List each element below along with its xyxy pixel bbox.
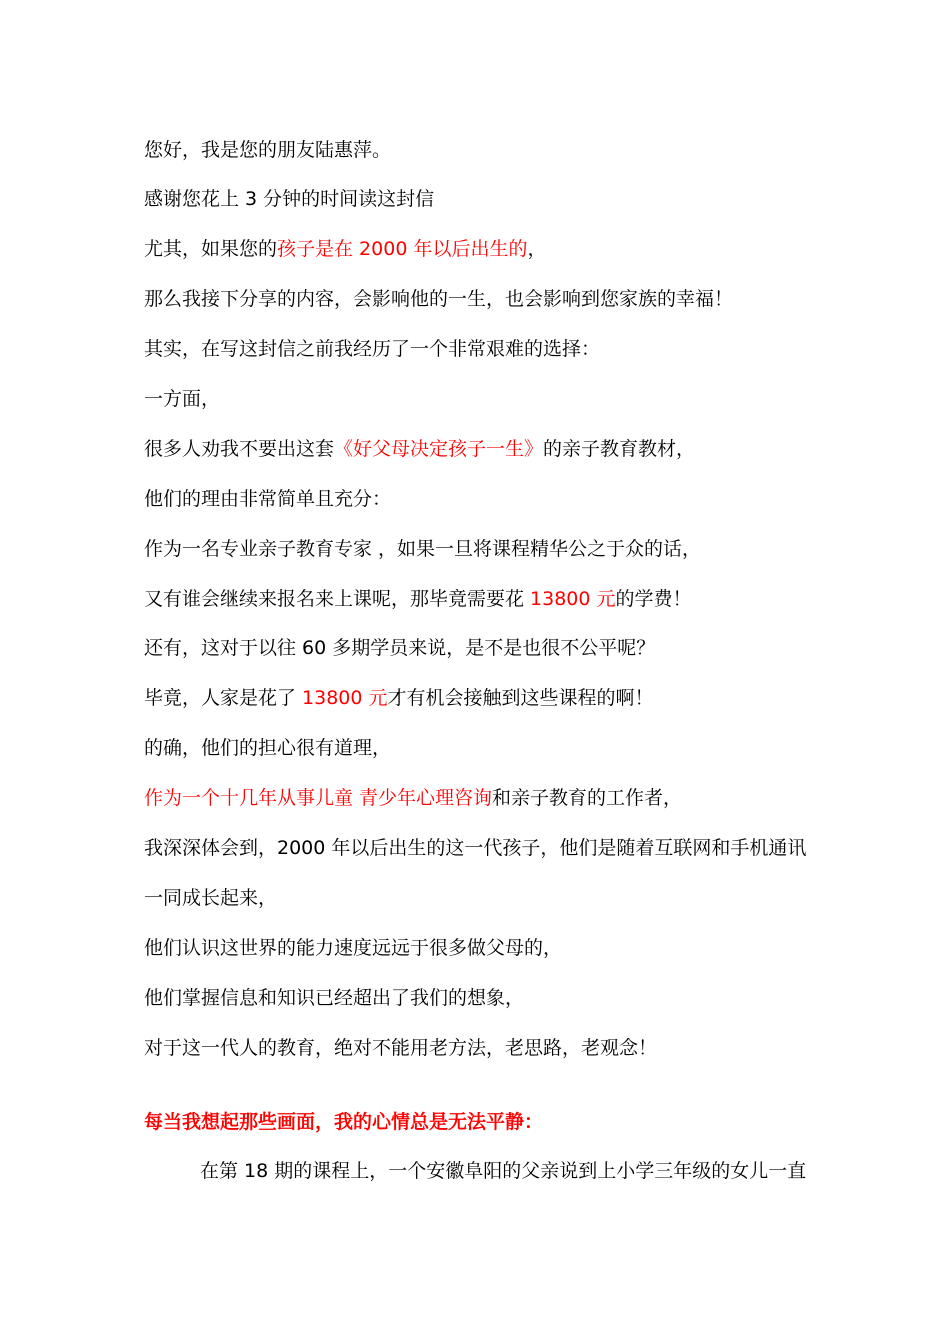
text-line-education: 对于这一代人的教育，绝对不能用老方法，老思路，老观念！ xyxy=(144,1037,658,1059)
text-line-ability: 他们认识这世界的能力速度远远于很多做父母的， xyxy=(144,937,563,959)
text-line-knowledge: 他们掌握信息和知识已经超出了我们的想象， xyxy=(144,987,525,1009)
text-line-story: 在第 18 期的课程上，一个安徽阜阳的父亲说到上小学三年级的女儿一直 xyxy=(200,1160,807,1182)
highlight-text: 孩子是在 2000 年以后出生的 xyxy=(277,238,528,260)
text-line-greeting: 您好，我是您的朋友陆惠萍。 xyxy=(144,139,392,161)
text-line-especially: 尤其，如果您的孩子是在 2000 年以后出生的， xyxy=(144,238,547,260)
text-line-grow-up: 一同成长起来， xyxy=(144,887,278,909)
text-line-choice: 其实，在写这封信之前我经历了一个非常艰难的选择： xyxy=(144,338,601,360)
text-line-generation: 我深深体会到，2000 年以后出生的这一代孩子，他们是随着互联网和手机通讯 xyxy=(144,837,807,859)
text-line-indeed: 的确，他们的担心很有道理， xyxy=(144,737,392,759)
text-line-fairness: 还有，这对于以往 60 多期学员来说，是不是也很不公平呢？ xyxy=(144,637,656,659)
price-highlight: 13800 元 xyxy=(530,588,616,610)
text-line-worker: 作为一个十几年从事儿童 青少年心理咨询和亲子教育的工作者， xyxy=(144,787,683,809)
career-highlight: 作为一个十几年从事儿童 青少年心理咨询 xyxy=(144,787,493,809)
text-line-impact: 那么我接下分享的内容，会影响他的一生，也会影响到您家族的幸福！ xyxy=(144,288,734,310)
text-line-on-one-hand: 一方面， xyxy=(144,388,221,410)
section-heading-text: 每当我想起那些画面，我的心情总是无法平静： xyxy=(144,1111,544,1133)
section-heading xyxy=(144,1110,543,1134)
price-highlight: 13800 元 xyxy=(302,687,388,709)
text-line-expert: 作为一名专业亲子教育专家 ，如果一旦将课程精华公之于众的话， xyxy=(144,538,702,560)
text-line-paid: 毕竟，人家是花了 13800 元才有机会接触到这些课程的啊！ xyxy=(144,687,654,709)
text-line-reason: 他们的理由非常简单且充分： xyxy=(144,488,392,510)
book-title-highlight: 《好父母决定孩子一生》 xyxy=(334,438,544,460)
text-line-tuition: 又有谁会继续来报名来上课呢，那毕竟需要花 13800 元的学费！ xyxy=(144,588,692,610)
text-line-advice: 很多人劝我不要出这套《好父母决定孩子一生》的亲子教育教材， xyxy=(144,438,696,460)
text-line-thanks: 感谢您花上 3 分钟的时间读这封信 xyxy=(144,188,435,210)
